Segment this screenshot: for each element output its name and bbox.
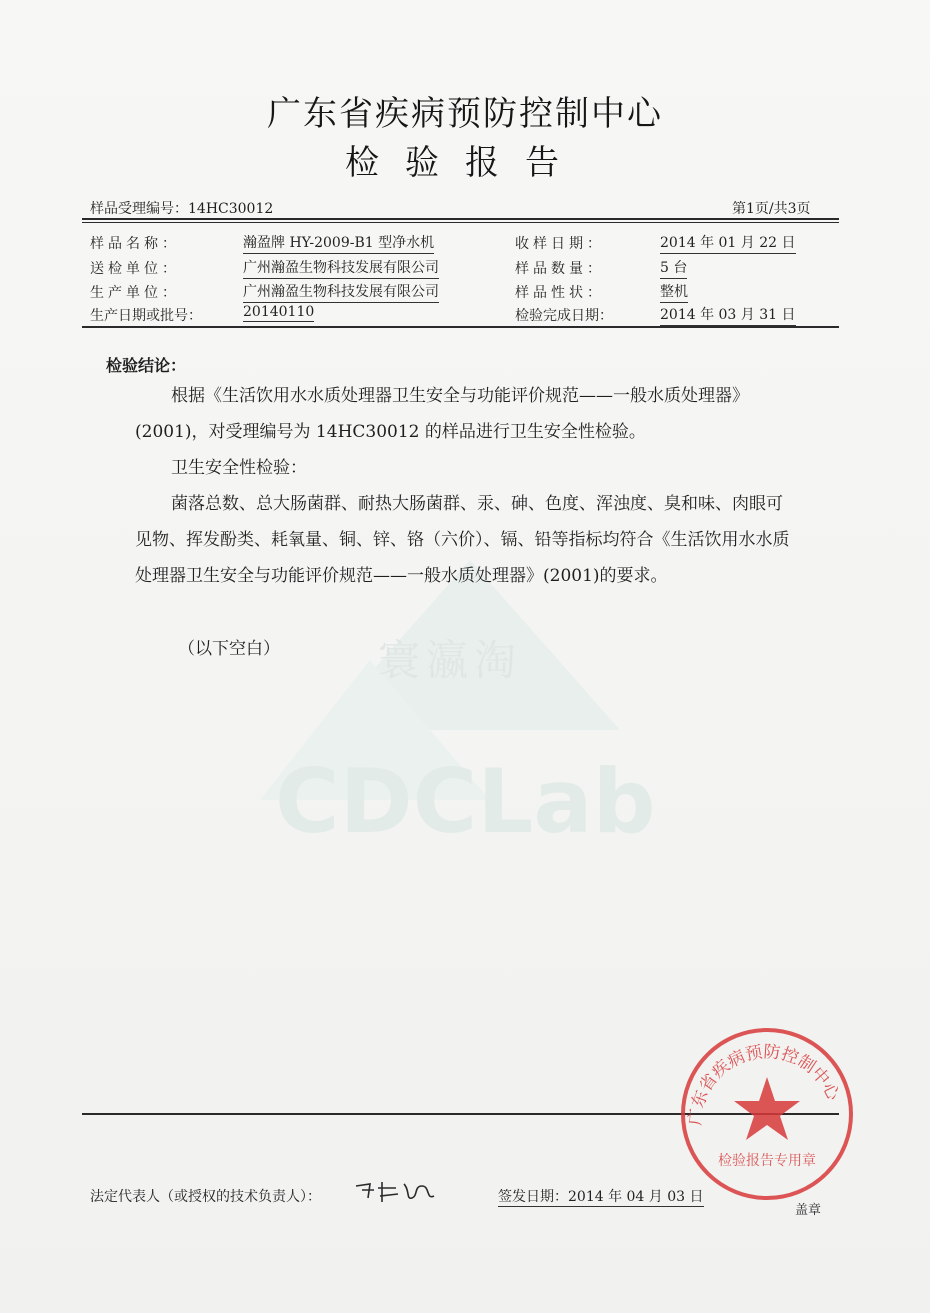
manufacturer-value: 广州瀚盈生物科技发展有限公司 (243, 281, 439, 303)
quantity-value: 5 台 (660, 257, 687, 279)
seal-caption: 盖章 (795, 1203, 822, 1218)
receipt-number: 样品受理编号：14HC30012 (90, 201, 274, 217)
hygiene-subheading: 卫生安全性检验： (171, 458, 307, 478)
receive-date-label: 收样日期： (515, 236, 605, 252)
seal-bottom-text: 检验报告专用章 (718, 1153, 816, 1169)
indicators-paragraph: 菌落总数、总大肠菌群、耐热大肠菌群、汞、砷、色度、浑浊度、臭和味、肉眼可见物、挥发酚类、耗氧量、铜、锌、铬（六价）、镉、铅等指标均符合《生活饮用水水质处理器卫生安全与功能评价规范——一般水质处理器》(2001)的要求。 (135, 494, 790, 586)
conclusion-paragraph: 根据《生活饮用水水质处理器卫生安全与功能评价规范——一般水质处理器》(2001)，对受理编号为 14HC30012 的样品进行卫生安全性检验。 (135, 386, 749, 442)
header-rule-bottom (82, 326, 839, 328)
header-rule-top (82, 218, 839, 220)
complete-date-label: 检验完成日期： (515, 308, 613, 324)
seal-arc-text: 广东省疾病预防控制中心 (685, 1042, 844, 1127)
submitter-label: 送检单位： (90, 261, 180, 277)
signature-scribble (352, 1176, 447, 1210)
receive-date-value: 2014 年 01 月 22 日 (660, 232, 796, 254)
manufacturer-label: 生产单位： (90, 285, 180, 301)
watermark-brand: 寰瀛淘 (378, 636, 523, 685)
page-indicator: 第1页/共3页 (732, 201, 811, 217)
official-seal (678, 1025, 856, 1203)
conclusion-heading: 检验结论： (106, 356, 187, 375)
sample-name-value: 瀚盈牌 HY-2009-B1 型净水机 (243, 232, 434, 254)
batch-value: 20140110 (243, 304, 315, 320)
doc-title: 检验报告 (345, 143, 585, 183)
watermark-lab: CDCLab (275, 750, 656, 853)
quantity-label: 样品数量： (515, 261, 605, 277)
seal-star-icon (734, 1077, 800, 1140)
submitter-value: 广州瀚盈生物科技发展有限公司 (243, 257, 439, 279)
blank-note: （以下空白） (178, 639, 280, 659)
sample-name-label: 样品名称： (90, 236, 180, 252)
header-rule-top-2 (82, 222, 839, 223)
batch-label: 生产日期或批号： (90, 308, 202, 324)
issue-date: 签发日期：2014 年 04 月 03 日 (498, 1186, 704, 1207)
state-label: 样品性状： (515, 285, 605, 301)
legal-rep-label: 法定代表人（或授权的技术负责人）： (90, 1189, 321, 1205)
complete-date-value: 2014 年 03 月 31 日 (660, 304, 796, 326)
state-value: 整机 (660, 281, 688, 303)
org-title: 广东省疾病预防控制中心 (267, 94, 663, 134)
